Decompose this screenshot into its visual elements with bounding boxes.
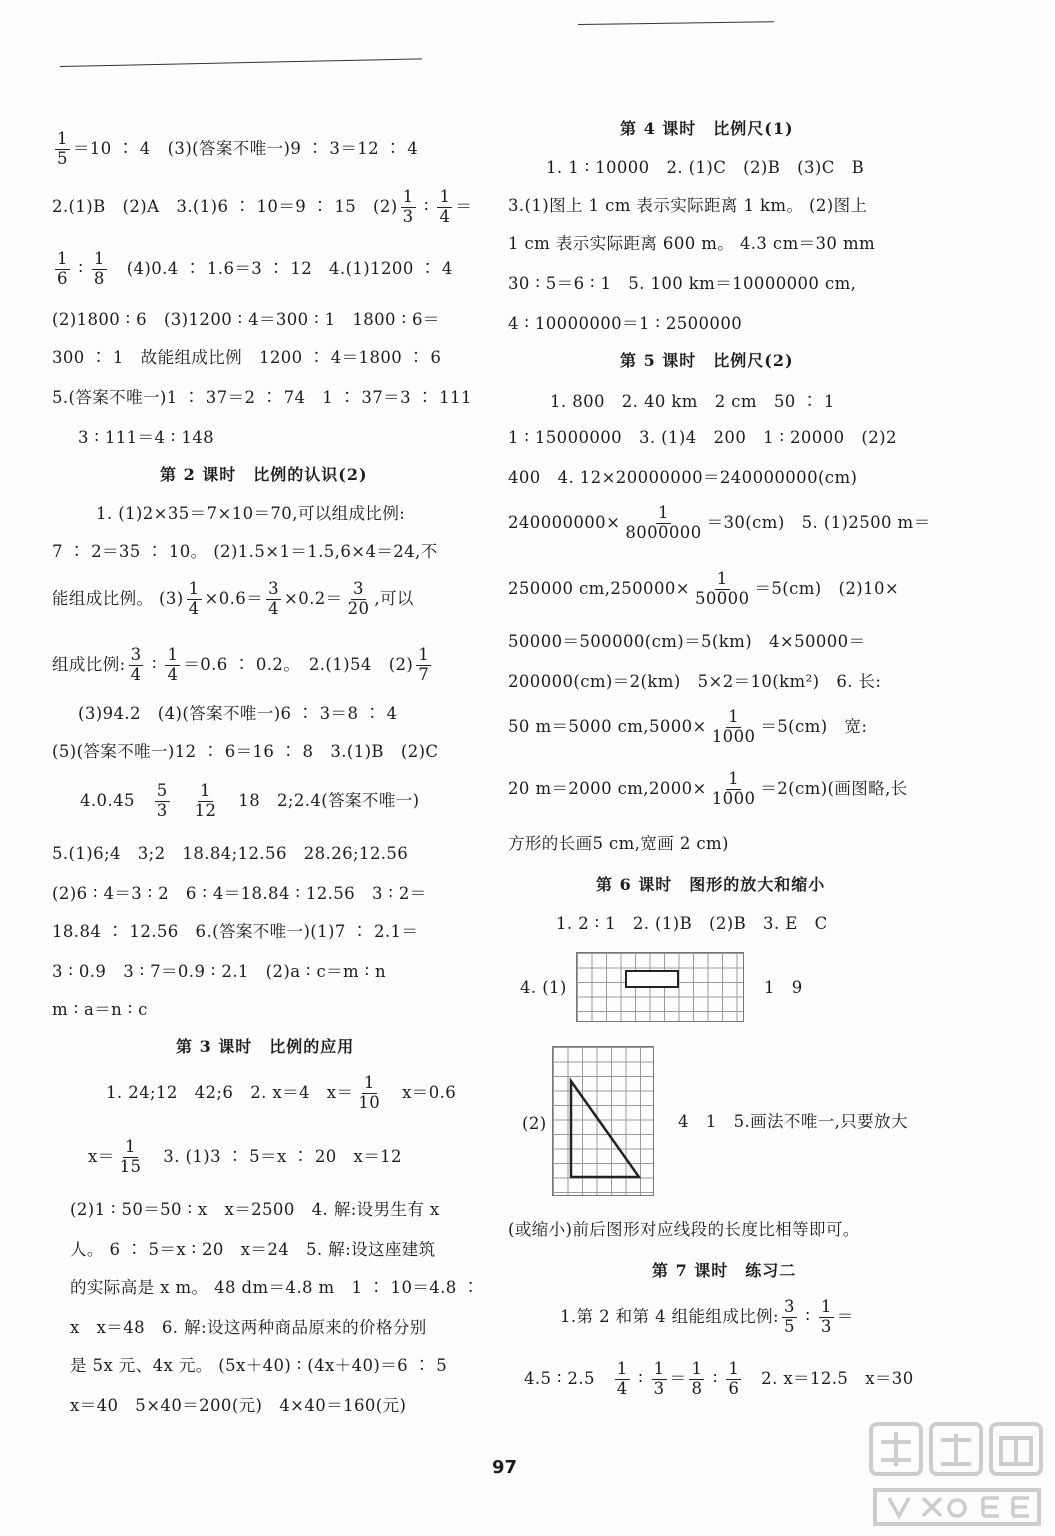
fraction: $\frac{1}{4}$ [439,187,451,226]
line: x＝40 5×40＝200(元) 4×40＝160(元) [70,1396,407,1415]
line: 30 ∶ 5＝6 ∶ 1 5. 100 km＝10000000 cm, [508,274,857,293]
section-heading: 第 6 课时 图形的放大和缩小 [596,875,826,894]
fraction: $\frac{1}{50000}$ [694,569,750,608]
top-rule-right [578,21,774,25]
fraction: $\frac{1}{10}$ [358,1073,381,1112]
line: 组成比例: $\frac{3}{4}$ ∶ $\frac{1}{4}$ ＝0.6 ∶ 0.2。 2.(1)54 (2) $\frac{1}{7}$ [52,645,430,684]
line: 5.(1)6;4 3;2 18.84;12.56 28.26;12.56 [52,844,409,863]
line: (2)1 ∶ 50＝50 ∶ x x＝2500 4. 解:设男生有 x [70,1200,440,1219]
fraction: $\frac{1}{15}$ [119,1137,142,1176]
line: 1 cm 表示实际距离 600 m。 4.3 cm＝30 mm [508,234,876,253]
line: $\frac{1}{5}$ ＝10 ∶ 4 (3)(答案不唯一)9 ∶ 3＝12 ∶ 4 [57,129,419,168]
line: 1. (1)2×35＝7×10＝70,可以组成比例: [96,504,406,523]
section-heading: 第 3 课时 比例的应用 [176,1037,355,1056]
line: 200000(cm)＝2(km) 5×2＝10(km²) 6. 长: [508,672,882,691]
line: 1. 24;12 42;6 2. x＝4 x＝ $\frac{1}{10}$ x＝0.6 [106,1073,457,1112]
line: 1. 800 2. 40 km 2 cm 50 ∶ 1 [550,392,835,411]
line: 50000＝500000(cm)＝5(km) 4×50000＝ [508,632,866,651]
fraction: $\frac{1}{5}$ [57,129,68,168]
line: 4.0.45 $\frac{5}{3}$ $\frac{1}{12}$ 18 2;2.4(答案不唯一) [80,781,420,820]
fraction: $\frac{1}{4}$ [616,1359,628,1398]
line: 1. 1 ∶ 10000 2. (1)C (2)B (3)C B [546,158,865,177]
line: 240000000× $\frac{1}{8000000}$ ＝30(cm) 5. (1)2500 m＝ [508,503,931,542]
line: 3 ∶ 0.9 3 ∶ 7＝0.9 ∶ 2.1 (2)a ∶ c＝m ∶ n [52,962,387,981]
line: m ∶ a＝n ∶ c [52,1000,148,1019]
line: 20 m＝2000 cm,2000× $\frac{1}{1000}$ ＝2(cm)(画图略,长 [508,769,908,808]
line: (5)(答案不唯一)12 ∶ 6＝16 ∶ 8 3.(1)B (2)C [52,742,439,761]
line: 50 m＝5000 cm,5000× $\frac{1}{1000}$ ＝5(cm) 宽: [508,707,868,746]
line: 方形的长画5 cm,宽画 2 cm) [508,834,729,853]
fraction: $\frac{1}{8000000}$ [625,503,702,542]
line: x x＝48 6. 解:设这两种商品原来的价格分别 [70,1318,427,1337]
section-heading: 第 4 课时 比例尺(1) [620,119,794,138]
line: 3 ∶ 111＝4 ∶ 148 [78,428,215,447]
line: 4 ∶ 10000000＝1 ∶ 2500000 [508,314,743,333]
line: (或缩小)前后图形对应线段的长度比相等即可。 [508,1220,860,1239]
line: 4 1 5.画法不唯一,只要放大 [678,1112,908,1131]
fraction: $\frac{1}{6}$ [57,249,68,288]
line: 能组成比例。 (3) $\frac{1}{4}$ ×0.6＝ $\frac{3}{4}$ ×0.2＝ $\frac{3}{20}$ ,可以 [52,579,414,618]
line: 3.(1)图上 1 cm 表示实际距离 1 km。 (2)图上 [508,196,868,215]
line: 18.84 ∶ 12.56 6.(答案不唯一)(1)7 ∶ 2.1＝ [52,922,419,941]
fraction: $\frac{1}{8}$ [93,249,105,288]
line: $\frac{1}{6}$ ∶ $\frac{1}{8}$ (4)0.4 ∶ 1.6＝3 ∶ 12 4.(1)1200 ∶ 4 [57,249,453,288]
top-rule-left [60,58,422,67]
fraction: $\frac{3}{5}$ [783,1297,795,1336]
line: 300 ∶ 1 故能组成比例 1200 ∶ 4＝1800 ∶ 6 [52,348,442,367]
line: (2)1800 ∶ 6 (3)1200 ∶ 4＝300 ∶ 1 1800 ∶ 6＝ [52,310,440,329]
fraction: $\frac{1}{1000}$ [711,769,756,808]
label: (2) [522,1114,547,1133]
fraction: $\frac{3}{20}$ [347,579,370,618]
line: 人。 6 ∶ 5＝x ∶ 20 x＝24 5. 解:设这座建筑 [70,1240,436,1259]
label: 4. (1) [520,978,567,997]
grid-figure-rectangle [576,952,744,1022]
fraction: $\frac{1}{7}$ [418,645,430,684]
line: 400 4. 12×20000000＝240000000(cm) [508,468,858,487]
fraction: $\frac{1}{4}$ [188,579,200,618]
fraction: $\frac{1}{6}$ [728,1359,740,1398]
section-heading: 第 2 课时 比例的认识(2) [160,465,368,484]
fraction: $\frac{5}{3}$ [156,781,168,820]
section-heading: 第 7 课时 练习二 [652,1261,797,1280]
fraction: $\frac{1}{3}$ [653,1359,665,1398]
triangle-shape [553,1047,653,1195]
line: (3)94.2 (4)(答案不唯一)6 ∶ 3＝8 ∶ 4 [78,704,398,723]
page-number: 97 [492,1457,518,1478]
line: 250000 cm,250000× $\frac{1}{50000}$ ＝5(cm) (2)10× [508,569,900,608]
fraction: $\frac{1}{8}$ [691,1359,703,1398]
line: 7 ∶ 2＝35 ∶ 10。 (2)1.5×1＝1.5,6×4＝24,不 [52,542,438,561]
line: 2.(1)B (2)A 3.(1)6 ∶ 10＝9 ∶ 15 (2) $\frac{1}{3}$ ∶ $\frac{1}{4}$ ＝ [52,187,473,226]
fraction: $\frac{1}{1000}$ [711,707,756,746]
line: 5.(答案不唯一)1 ∶ 37＝2 ∶ 74 1 ∶ 37＝3 ∶ 111 [52,388,472,407]
line: 1 9 [764,978,803,997]
fraction: $\frac{1}{12}$ [194,781,217,820]
line: (2)6 ∶ 4＝3 ∶ 2 6 ∶ 4＝18.84 ∶ 12.56 3 ∶ 2＝ [52,884,427,903]
line: 是 5x 元、4x 元。 (5x＋40) ∶ (4x＋40)＝6 ∶ 5 [70,1356,448,1375]
line: 1. 2 ∶ 1 2. (1)B (2)B 3. E C [556,914,828,933]
section-heading: 第 5 课时 比例尺(2) [620,351,794,370]
watermark-logo [867,1420,1047,1530]
fraction: $\frac{1}{3}$ [402,187,414,226]
fraction: $\frac{1}{4}$ [167,645,179,684]
fraction: $\frac{3}{4}$ [268,579,280,618]
rectangle-shape [625,970,679,988]
line: x＝ $\frac{1}{15}$ 3. (1)3 ∶ 5＝x ∶ 20 x＝12 [88,1137,402,1176]
fraction: $\frac{3}{4}$ [130,645,142,684]
line: 1 ∶ 15000000 3. (1)4 200 1 ∶ 20000 (2)2 [508,428,897,447]
fraction: $\frac{1}{3}$ [820,1297,832,1336]
line: 4.5 ∶ 2.5 $\frac{1}{4}$ ∶ $\frac{1}{3}$ ＝ $\frac{1}{8}$ ∶ $\frac{1}{6}$ 2. x＝12.5 x＝30 [524,1359,914,1398]
line: 1.第 2 和第 4 组能组成比例: $\frac{3}{5}$ ∶ $\frac{1}{3}$ ＝ [560,1297,854,1336]
line: 的实际高是 x m。 48 dm＝4.8 m 1 ∶ 10＝4.8 ∶ [70,1278,480,1297]
grid-figure-triangle [552,1046,654,1196]
